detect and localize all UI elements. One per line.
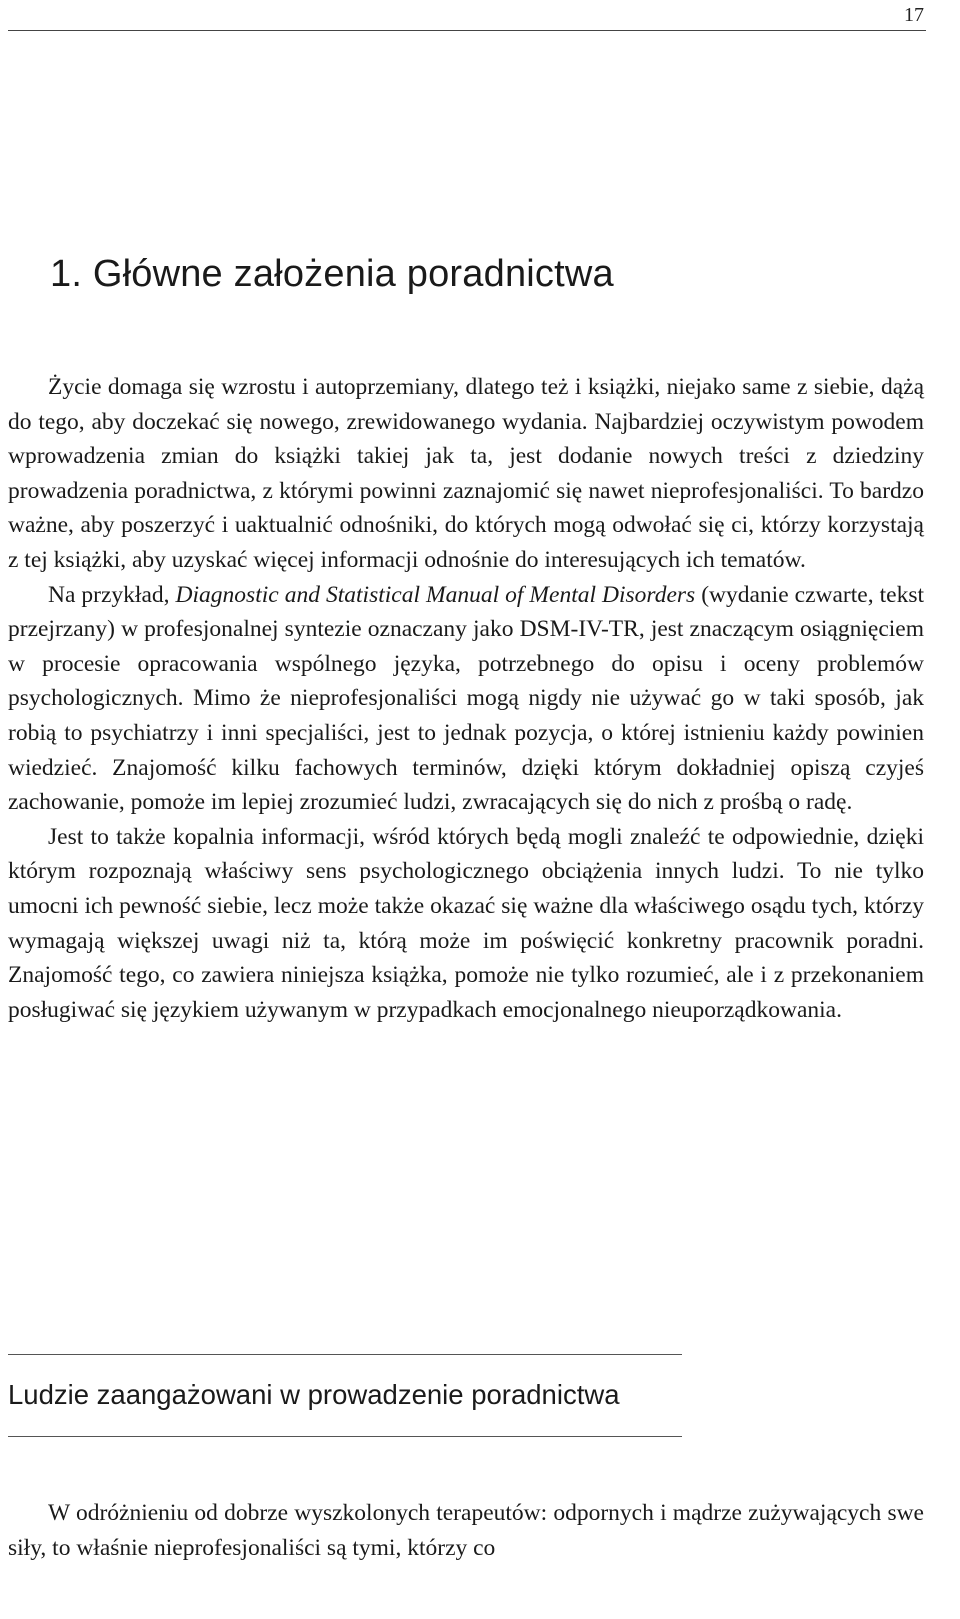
book-title-italic: Diagnostic and Statistical Manual of Mental Disorders bbox=[175, 581, 696, 608]
paragraph-2-rest: (wydanie czwarte, tekst przejrzany) w profesjonalnej syntezie oznaczany jako DSM-IV-TR, jest znaczącym osiągnięciem w procesie opracowania wspólnego języka, potrzebnego do opisu i oceny problemów psychologicznych. Mimo że nieprofesjonaliści mogą nigdy nie używać go w taki sposób, jak robią to psychiatrzy i inni specjaliści, jest to jednak pozycja, o której istnieniu każdy powinien wiedzieć. Znajomość kilku fachowych terminów, dzięki którym dokładniej opiszą czyjeś zachowanie, pomoże im lepiej zrozumieć ludzi, zwracających się do nich z prośbą o radę. bbox=[8, 581, 924, 816]
section-title: Ludzie zaangażowani w prowadzenie poradnictwa bbox=[8, 1379, 620, 1410]
chapter-title: 1. Główne założenia poradnictwa bbox=[50, 253, 614, 295]
paragraph-2 bbox=[8, 578, 924, 820]
page-number: 17 bbox=[904, 4, 924, 26]
paragraph-3: Jest to także kopalnia informacji, wśród których będą mogli znaleźć te odpowiednie, dzięki którym rozpoznają właściwy sens psychologicznego obciążenia innych ludzi. To nie tylko umocni ich pewność siebie, lecz może także okazać się ważne dla właściwego osądu tych, którzy wymagają większej uwagi niż ta, którą może im poświęcić konkretny pracownik poradni. Znajomość tego, co zawiera niniejsza książka, pomoże nie tylko rozumieć, ale i z przekonaniem posługiwać się językiem używanym w przypadkach emocjonalnego nieuporządkowania. bbox=[8, 823, 924, 1023]
section-rule-top bbox=[8, 1354, 682, 1355]
paragraph-1: Życie domaga się wzrostu i autoprzemiany, dlatego też i książki, niejako same z siebie, dążą do tego, aby doczekać się nowego, zrewidowanego wydania. Najbardziej oczywistym powodem wprowadzenia zmian do książki takiej jak ta, jest dodanie nowych treści z dziedziny prowadzenia poradnictwa, z którymi powinni zaznajomić się nawet nieprofesjonaliści. To bardzo ważne, aby poszerzyć i uaktualnić odnośniki, do których mogą odwołać się ci, którzy korzystają z tej książki, aby uzyskać więcej informacji odnośnie do interesujących ich tematów. bbox=[8, 374, 924, 573]
paragraph-2-lead: Na przykład, bbox=[48, 581, 176, 608]
section-rule-bottom bbox=[8, 1436, 682, 1437]
header-rule bbox=[8, 30, 926, 31]
section-body-text bbox=[8, 1496, 924, 1565]
body-text bbox=[8, 370, 924, 1027]
section-paragraph-1: W odróżnieniu od dobrze wyszkolonych terapeutów: odpornych i mądrze zużywających swe siły, to właśnie nieprofesjonaliści są tymi, którzy co bbox=[8, 1500, 924, 1561]
